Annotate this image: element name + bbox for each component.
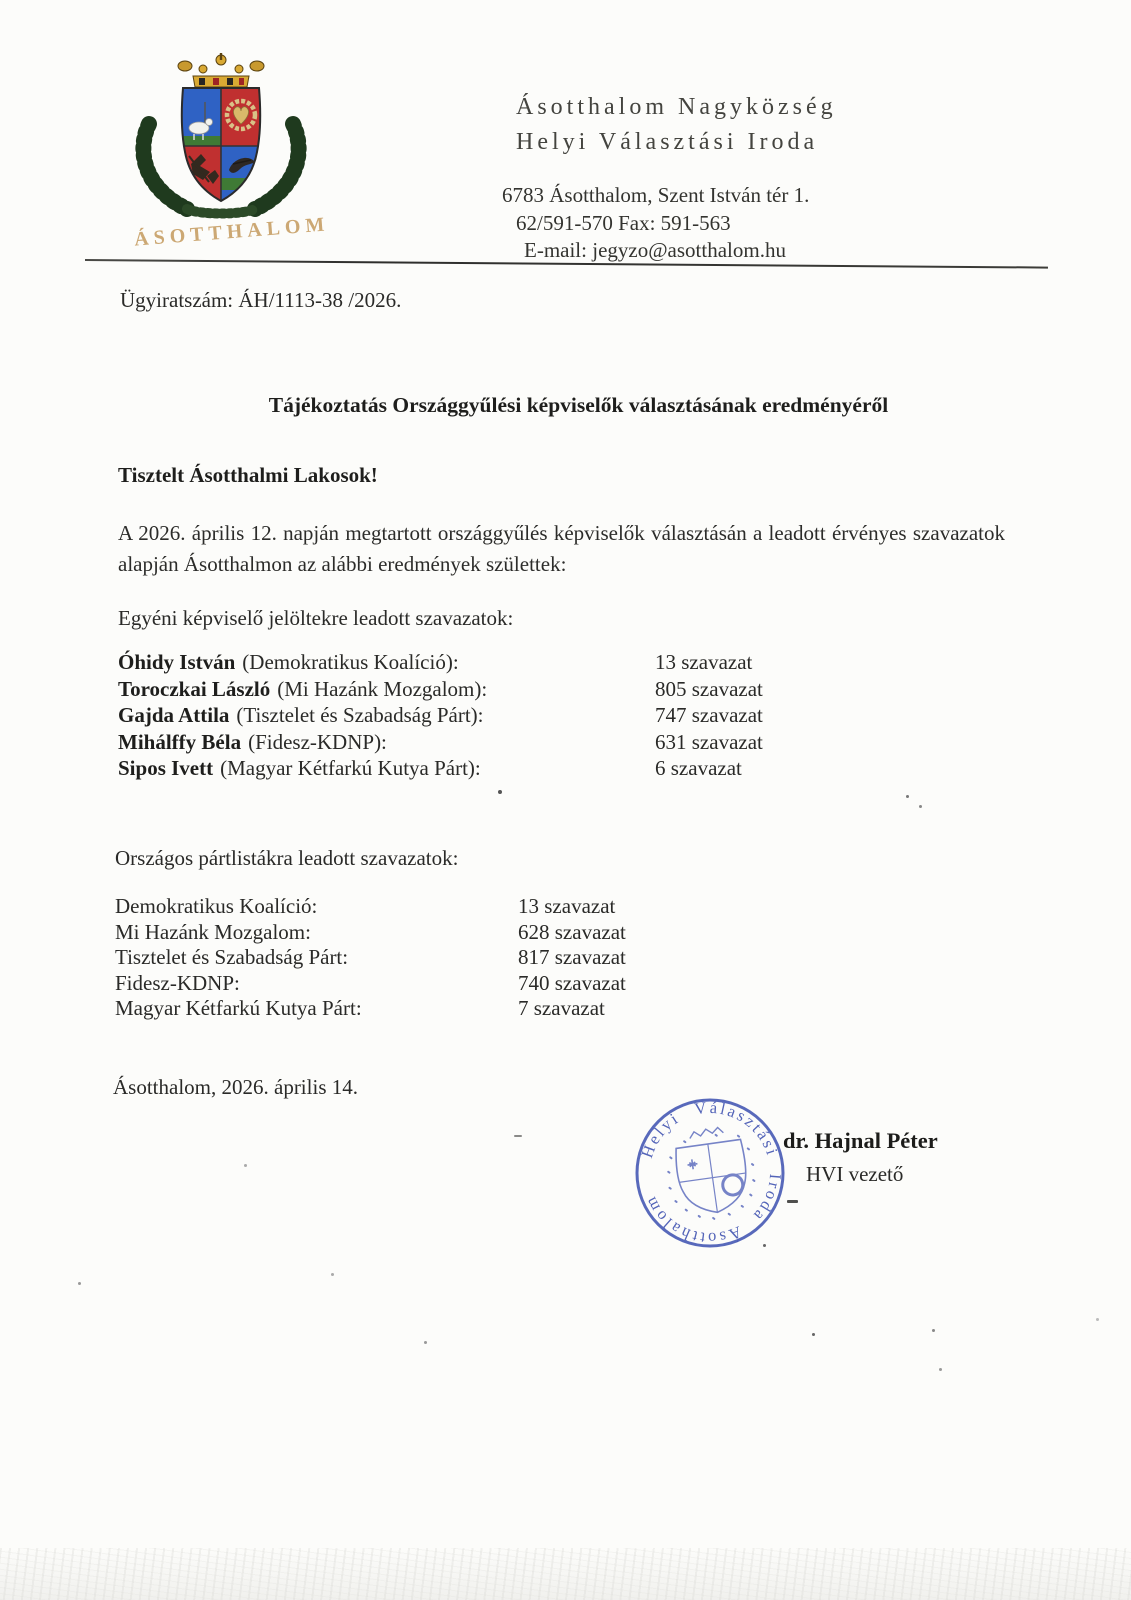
intro-paragraph: A 2026. április 12. napján megtartott országgyűlés képviselők választásán a leadott érvényes szavazatok alapján Ásotthalmon az alábbi eredmények születtek: (118, 521, 1005, 576)
stamp-emblem (662, 1123, 760, 1224)
candidate-row (118, 755, 1058, 782)
scan-speck (331, 1273, 334, 1276)
crown-icon (178, 53, 264, 87)
candidate-name: Mihálffy Béla (118, 729, 242, 754)
candidate-row (118, 702, 1058, 729)
coat-of-arms-emblem (125, 52, 317, 220)
candidate-name: Gajda Attila (118, 703, 230, 728)
party-votes: 817 szavazat (518, 945, 626, 970)
org-name-line2: Helyi Választási Iroda (516, 129, 819, 155)
candidate-votes: 13 szavazat (655, 650, 753, 674)
party-list-heading: Országos pártlistákra leadott szavazatok: (115, 846, 459, 870)
scan-speck (424, 1341, 427, 1344)
party-votes: 13 szavazat (518, 894, 616, 918)
candidate-votes: 747 szavazat (655, 703, 763, 728)
shield-quarters (179, 86, 263, 204)
stamp-ring-text: Helyi Választási Iroda Ásotthalom (637, 1097, 786, 1249)
scan-speck (498, 790, 502, 794)
dateline: Ásotthalom, 2026. április 14. (113, 1075, 358, 1099)
candidate-votes: 805 szavazat (655, 676, 763, 701)
candidate-row (118, 676, 1058, 703)
party-name: Fidesz-KDNP: (115, 970, 240, 995)
scan-speck (906, 795, 909, 798)
party-votes: 7 szavazat (518, 996, 605, 1021)
candidate-votes: 6 szavazat (655, 756, 742, 781)
party-row (115, 971, 915, 997)
candidate-party: (Tisztelet és Szabadság Párt): (236, 703, 484, 728)
party-votes: 628 szavazat (518, 919, 626, 944)
document-title: Tájékoztatás Országgyűlési képviselők választásának eredményéről (268, 393, 889, 417)
scan-speck (1096, 1318, 1099, 1321)
candidate-party: (Fidesz-KDNP): (248, 729, 387, 754)
candidate-row (118, 649, 1058, 676)
signer-role: HVI vezető (806, 1162, 904, 1186)
candidate-party: (Mi Hazánk Mozgalom): (277, 676, 488, 701)
candidate-row (118, 729, 1058, 756)
candidate-party: (Magyar Kétfarkú Kutya Párt): (220, 756, 481, 781)
emblem-caption: ÁSOTTHALOM (133, 213, 331, 251)
official-stamp (625, 1086, 797, 1258)
scan-speck (244, 1164, 247, 1167)
party-row (115, 945, 915, 971)
party-votes: 740 szavazat (518, 970, 626, 995)
party-name: Mi Hazánk Mozgalom: (115, 919, 311, 944)
party-row (115, 920, 915, 946)
letterhead-phone: 62/591-570 Fax: 591-563 (516, 211, 731, 235)
reference-number: Ügyiratszám: ÁH/1113-38 /2026. (120, 288, 402, 312)
letterhead-email: E-mail: jegyzo@asotthalom.hu (524, 238, 786, 262)
candidate-party: (Demokratikus Koalíció): (242, 650, 459, 674)
candidate-name: Sipos Ivett (118, 756, 214, 781)
individual-votes-heading: Egyéni képviselő jelöltekre leadott szavazatok: (118, 606, 514, 630)
party-name: Tisztelet és Szabadság Párt: (115, 945, 349, 970)
letterhead-address: 6783 Ásotthalom, Szent István tér 1. (502, 183, 810, 207)
party-row (115, 996, 915, 1022)
party-name: Demokratikus Koalíció: (115, 894, 318, 918)
scan-speck (78, 1282, 81, 1285)
candidate-name: Óhidy István (118, 650, 236, 674)
party-list (115, 894, 915, 1022)
org-name-line1: Ásotthalom Nagyközség (516, 94, 837, 120)
party-row (115, 894, 915, 920)
scan-noise-band (0, 1548, 1131, 1600)
candidate-name: Toroczkai László (118, 676, 271, 701)
scan-speck (939, 1368, 942, 1371)
scan-speck (932, 1329, 935, 1332)
signer-name: dr. Hajnal Péter (783, 1128, 938, 1153)
individual-votes-list (118, 649, 1058, 782)
salutation: Tisztelt Ásotthalmi Lakosok! (118, 463, 378, 487)
candidate-votes: 631 szavazat (655, 729, 763, 754)
scan-speck (812, 1333, 815, 1336)
scan-speck (919, 805, 922, 808)
party-name: Magyar Kétfarkú Kutya Párt: (115, 996, 362, 1021)
scan-dash (514, 1135, 522, 1137)
